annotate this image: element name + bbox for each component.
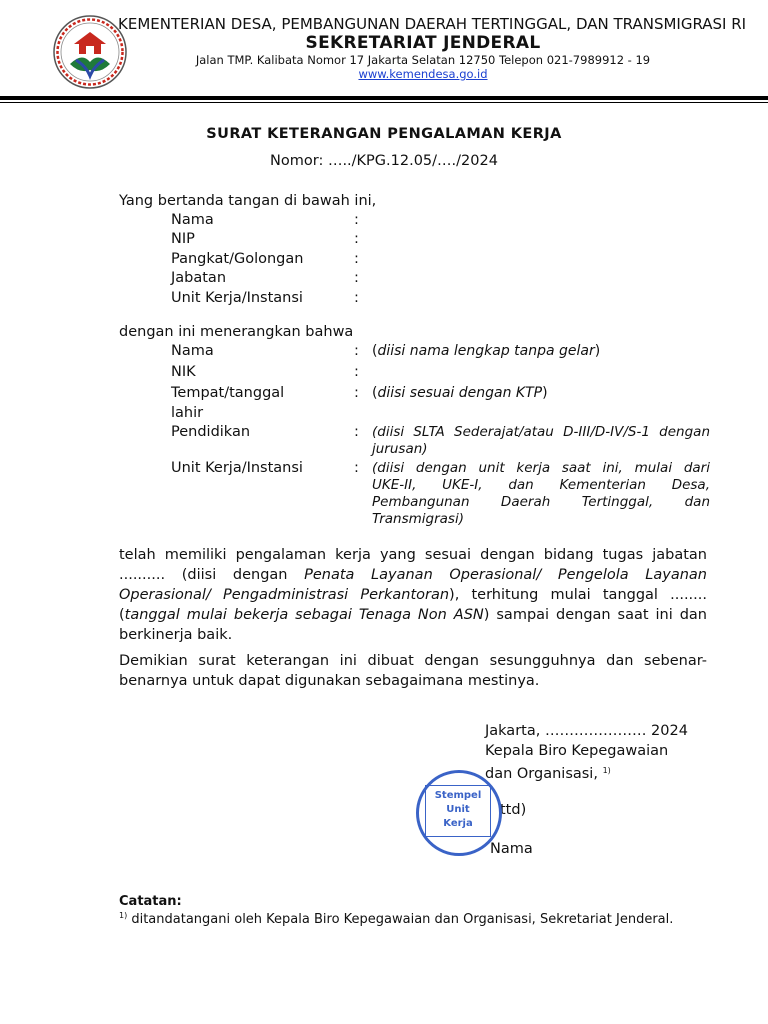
subject-intro: dengan ini menerangkan bahwa bbox=[119, 324, 354, 340]
signer-label-pangkat: Pangkat/Golongan bbox=[171, 251, 304, 267]
document-number: Nomor: …../KPG.12.05/…./2024 bbox=[270, 153, 498, 169]
subject-label-unit: Unit Kerja/Instansi bbox=[171, 460, 303, 476]
signer-colon-pangkat: : bbox=[354, 251, 359, 267]
subject-value-unit-4: Transmigrasi) bbox=[372, 511, 464, 527]
subject-colon-pendidikan: : bbox=[354, 424, 359, 440]
signer-label-nama: Nama bbox=[171, 212, 214, 228]
signer-label-jabatan: Jabatan bbox=[171, 270, 227, 286]
subject-value-unit-1: (diisi dengan unit kerja saat ini, mulai dari bbox=[372, 460, 710, 476]
header-thin-rule bbox=[0, 102, 768, 103]
signer-colon-nip: : bbox=[354, 231, 359, 247]
subject-colon-ttl: : bbox=[354, 385, 359, 401]
ministry-name: KEMENTERIAN DESA, PEMBANGUNAN DAERAH TERTINGGAL, DAN TRANSMIGRASI RI bbox=[118, 15, 747, 33]
paragraph-experience: telah memiliki pengalaman kerja yang sesuai dengan bidang tugas jabatan .......... (diisi dengan Penata Layanan Operasional/ Pengelola Layanan Operasional/ Pengadministrasi Perkantoran), terhitung mulai tanggal ........ (tanggal mulai bekerja sebagai Tenaga Non ASN) sampai dengan saat ini dan berkinerja baik. bbox=[119, 547, 707, 643]
signer-intro: Yang bertanda tangan di bawah ini, bbox=[119, 193, 377, 209]
subject-label-nik: NIK bbox=[171, 364, 196, 380]
website-line bbox=[118, 67, 728, 81]
subject-colon-nik: : bbox=[354, 364, 359, 380]
subject-colon-unit: : bbox=[354, 460, 359, 476]
subject-value-ttl: (diisi sesuai dengan KTP) bbox=[372, 385, 548, 401]
signature-name: Nama bbox=[490, 841, 533, 857]
signature-ttd: ttd) bbox=[500, 802, 527, 818]
stamp-label: Stempel Unit Kerja bbox=[434, 790, 482, 829]
subject-label-ttl-1: Tempat/tanggal bbox=[171, 385, 285, 401]
secretariat-name: SEKRETARIAT JENDERAL bbox=[305, 33, 541, 53]
signer-colon-nama: : bbox=[354, 212, 359, 228]
ministry-logo-icon bbox=[52, 14, 128, 90]
subject-value-unit-2: UKE-II, UKE-I, dan Kementerian Desa, bbox=[372, 477, 710, 493]
subject-colon-nama: : bbox=[354, 343, 359, 359]
signature-position-1: Kepala Biro Kepegawaian bbox=[485, 743, 669, 759]
subject-label-ttl-2: lahir bbox=[171, 405, 204, 421]
signature-position-2: dan Organisasi, $^{1)}$ bbox=[485, 766, 611, 782]
address: Jalan TMP. Kalibata Nomor 17 Jakarta Selatan 12750 Telepon 021-7989912 - 19 bbox=[195, 53, 651, 67]
subject-value-nama: (diisi nama lengkap tanpa gelar) bbox=[372, 343, 601, 359]
subject-value-pendidikan-2: jurusan) bbox=[372, 441, 428, 457]
subject-value-unit-3: Pembangunan Daerah Tertinggal, dan bbox=[372, 494, 710, 510]
website-link[interactable]: www.kemendesa.go.id bbox=[358, 67, 488, 81]
signer-colon-unit: : bbox=[354, 290, 359, 306]
notes-text: $^{1)}$ ditandatangani oleh Kepala Biro Kepegawaian dan Organisasi, Sekretariat Jenderal. bbox=[119, 911, 674, 927]
subject-label-nama: Nama bbox=[171, 343, 214, 359]
signature-place-date: Jakarta, ………………… 2024 bbox=[485, 723, 688, 739]
header-thick-rule bbox=[0, 96, 768, 100]
subject-label-pendidikan: Pendidikan bbox=[171, 424, 251, 440]
signer-label-nip: NIP bbox=[171, 231, 195, 247]
document-title: SURAT KETERANGAN PENGALAMAN KERJA bbox=[206, 126, 562, 142]
footnote-ref-sign: 1) bbox=[602, 766, 611, 775]
signer-label-unit: Unit Kerja/Instansi bbox=[171, 290, 303, 306]
notes-title: Catatan: bbox=[119, 894, 182, 909]
signer-colon-jabatan: : bbox=[354, 270, 359, 286]
paragraph-closing: Demikian surat keterangan ini dibuat dengan sesungguhnya dan sebenar-benarnya untuk dapat digunakan sebagaimana mestinya. bbox=[119, 653, 707, 689]
subject-value-pendidikan-1: (diisi SLTA Sederajat/atau D-III/D-IV/S-1 dengan bbox=[372, 424, 710, 440]
